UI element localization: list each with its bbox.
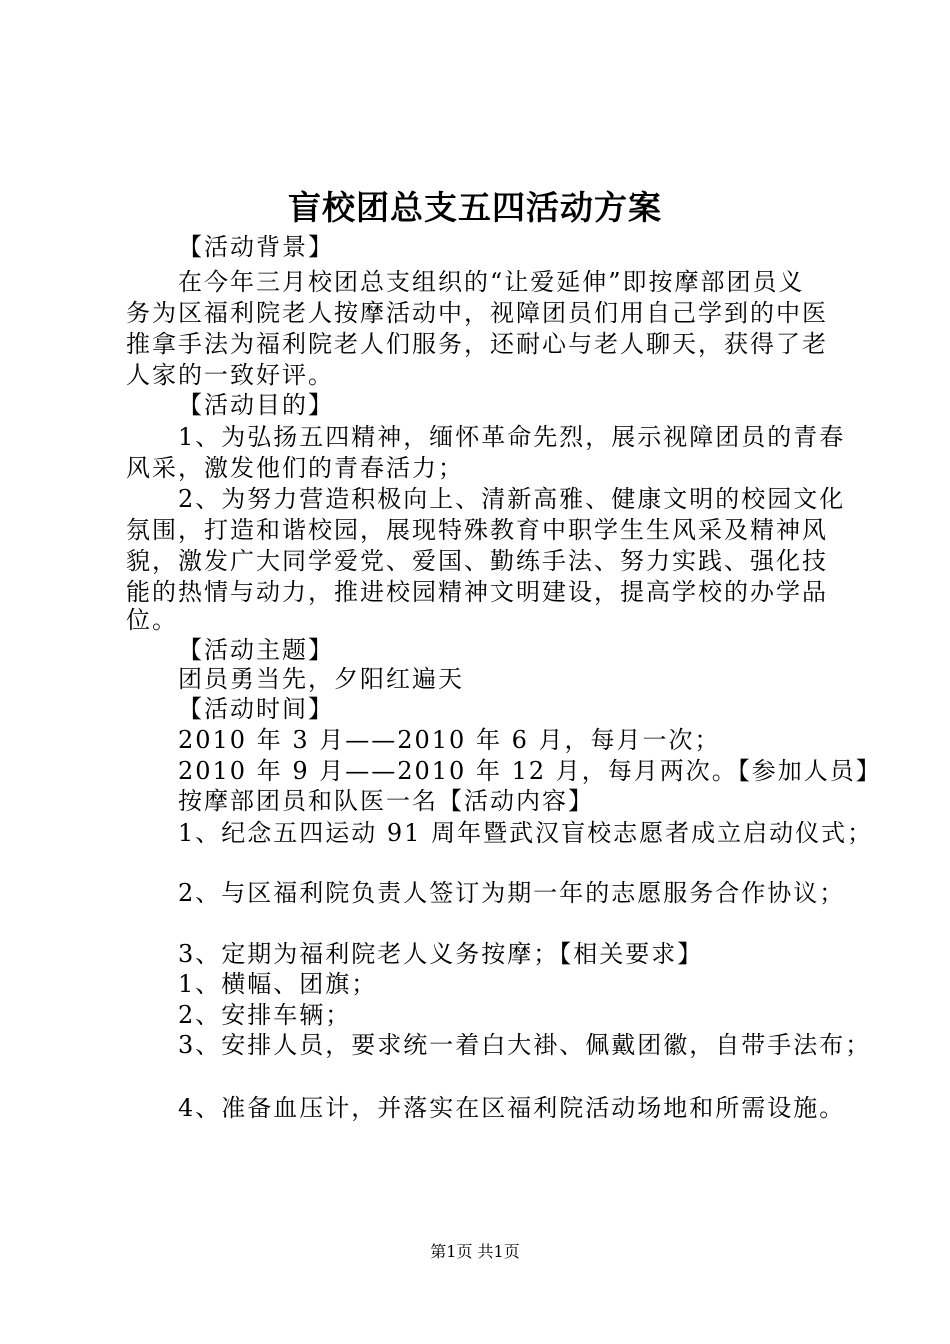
paragraph-line: 在今年三月校团总支组织的“让爱延伸”即按摩部团员义: [178, 268, 805, 296]
content-item: 2、与区福利院负责人签订为期一年的志愿服务合作协议；: [178, 879, 846, 907]
section-heading-theme: 【活动主题】: [178, 636, 334, 664]
requirement-item: 3、安排人员，要求统一着白大褂、佩戴团徽，自带手法布；: [178, 1031, 872, 1059]
section-heading-purpose: 【活动目的】: [178, 391, 334, 419]
paragraph-line: 貌，激发广大同学爱党、爱国、勤练手法、努力实践、强化技: [126, 547, 828, 575]
time-line: 2010 年 3 月——2010 年 6 月，每月一次；: [178, 726, 721, 754]
participants-line: 按摩部团员和队医一名【活动内容】: [178, 787, 594, 815]
document-title: 盲校团总支五四活动方案: [288, 188, 662, 227]
page-footer: 第1页 共1页: [430, 1242, 520, 1261]
content-item: 3、定期为福利院老人义务按摩；【相关要求】: [178, 940, 704, 968]
paragraph-line: 人家的一致好评。: [126, 361, 334, 389]
section-heading-background: 【活动背景】: [178, 233, 334, 261]
requirement-item: 4、准备血压计，并落实在区福利院活动场地和所需设施。: [178, 1094, 846, 1122]
section-heading-time: 【活动时间】: [178, 695, 334, 723]
paragraph-line: 氛围，打造和谐校园，展现特殊教育中职学生生风采及精神风: [126, 516, 828, 544]
paragraph-line: 1、为弘扬五四精神，缅怀革命先烈，展示视障团员的青春: [178, 423, 846, 451]
content-item: 1、纪念五四运动 91 周年暨武汉盲校志愿者成立启动仪式；: [178, 819, 874, 847]
paragraph-line: 推拿手法为福利院老人们服务，还耐心与老人聊天，获得了老: [126, 330, 828, 358]
requirement-item: 2、安排车辆；: [178, 1001, 352, 1029]
theme-text: 团员勇当先，夕阳红遍天: [178, 665, 464, 693]
time-line: 2010 年 9 月——2010 年 12 月，每月两次。【参加人员】: [178, 757, 882, 785]
paragraph-line: 2、为努力营造积极向上、清新高雅、健康文明的校园文化: [178, 485, 846, 513]
paragraph-line: 能的热情与动力，推进校园精神文明建设，提高学校的办学品: [126, 578, 828, 606]
paragraph-line: 务为区福利院老人按摩活动中，视障团员们用自己学到的中医: [126, 299, 828, 327]
requirement-item: 1、横幅、团旗；: [178, 970, 378, 998]
paragraph-line: 风采，激发他们的青春活力；: [126, 454, 464, 482]
paragraph-line: 位。: [126, 606, 178, 634]
